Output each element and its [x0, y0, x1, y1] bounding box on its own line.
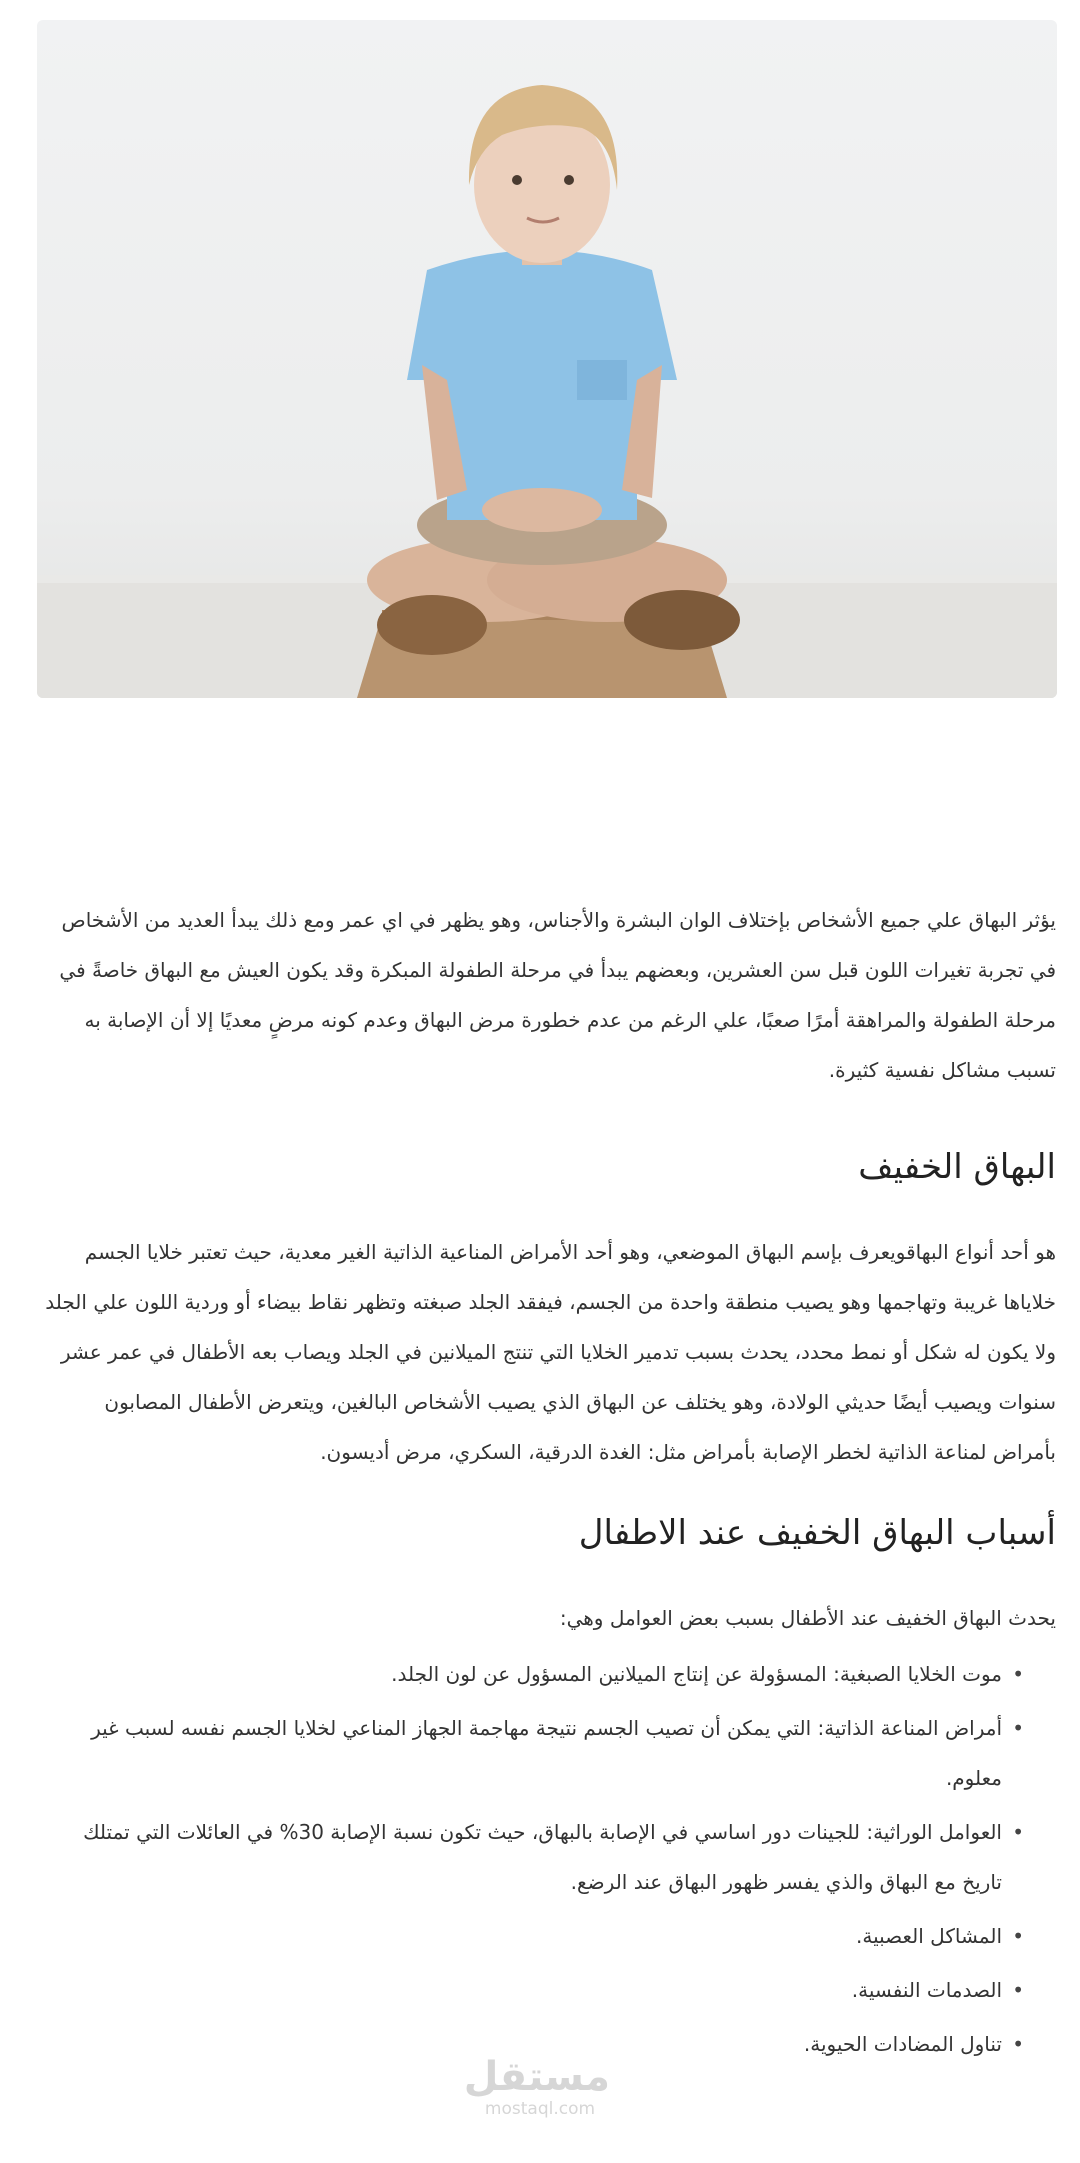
causes-intro: يحدث البهاق الخفيف عند الأطفال بسبب بعض العوامل وهي: — [559, 1606, 1056, 1630]
list-item: • أمراض المناعة الذاتية: التي يمكن أن تصيب الجسم نتيجة مهاجمة الجهاز المناعي لخلايا الجسم نفسه لسبب غير معلوم. — [40, 1703, 1024, 1803]
intro-paragraph: يؤثر البهاق علي جميع الأشخاص بإختلاف الوان البشرة والأجناس، وهو يظهر في اي عمر ومع ذلك يبدأ العديد من الأشخاص في تجربة تغيرات اللون قبل سن العشرين، وبعضهم يبدأ في مرحلة الطفولة المبكرة وقد يكون العيش مع البهاق خاصةً في مرحلة الطفولة والمراهقة أمرًا صعبًا، علي الرغم من عدم خطورة مرض البهاق وعدم كونه مرضٍ معديًا إلا أن الإصابة به تسبب مشاكل نفسية كثيرة. — [59, 908, 1056, 1082]
causes-list — [40, 1649, 1056, 2069]
list-item: • العوامل الوراثية: للجينات دور اساسي في الإصابة بالبهاق، حيث تكون نسبة الإصابة 30% في العائلات التي تمتلك تاريخ مع البهاق والذي يفسر ظهور البهاق عند الرضع. — [40, 1807, 1024, 1907]
watermark-latin: mostaql.com — [484, 2099, 596, 2119]
section-heading-causes: أسباب البهاق الخفيف عند الاطفال — [578, 1513, 1056, 1553]
section-heading-mild-vitiligo: البهاق الخفيف — [858, 1147, 1056, 1187]
hero-image — [37, 20, 1057, 698]
list-item: • الصدمات النفسية. — [40, 1965, 1024, 2015]
watermark-arabic: مستقل — [463, 2054, 610, 2100]
list-item: • المشاكل العصبية. — [40, 1911, 1024, 1961]
article-body — [40, 895, 1056, 2073]
list-item: • موت الخلايا الصبغية: المسؤولة عن إنتاج الميلانين المسؤول عن لون الجلد. — [40, 1649, 1024, 1699]
list-item: • تناول المضادات الحيوية. — [40, 2019, 1024, 2069]
mild-vitiligo-paragraph: هو أحد أنواع البهاقويعرف بإسم البهاق الموضعي، وهو أحد الأمراض المناعية الذاتية الغير معدية، حيث تعتبر خلايا الجسم خلاياها غريبة وتهاجمها وهو يصيب منطقة واحدة من الجسم، فيفقد الجلد صبغته وتظهر نقاط بيضاء أو وردية اللون علي الجلد ولا يكون له شكل أو نمط محدد، يحدث بسبب تدمير الخلايا التي تنتج الميلانين في الجلد ويصاب بعه الأطفال في عمر عشر سنوات ويصيب أيضًا حديثي الولادة، وهو يختلف عن البهاق الذي يصيب الأشخاص البالغين، ويتعرض الأطفال المصابون بأمراض لمناعة الذاتية لخطر الإصابة بأمراض مثل: الغدة الدرقية، السكري، مرض أديسون. — [45, 1240, 1056, 1464]
child-photo-illustration — [37, 20, 1057, 698]
